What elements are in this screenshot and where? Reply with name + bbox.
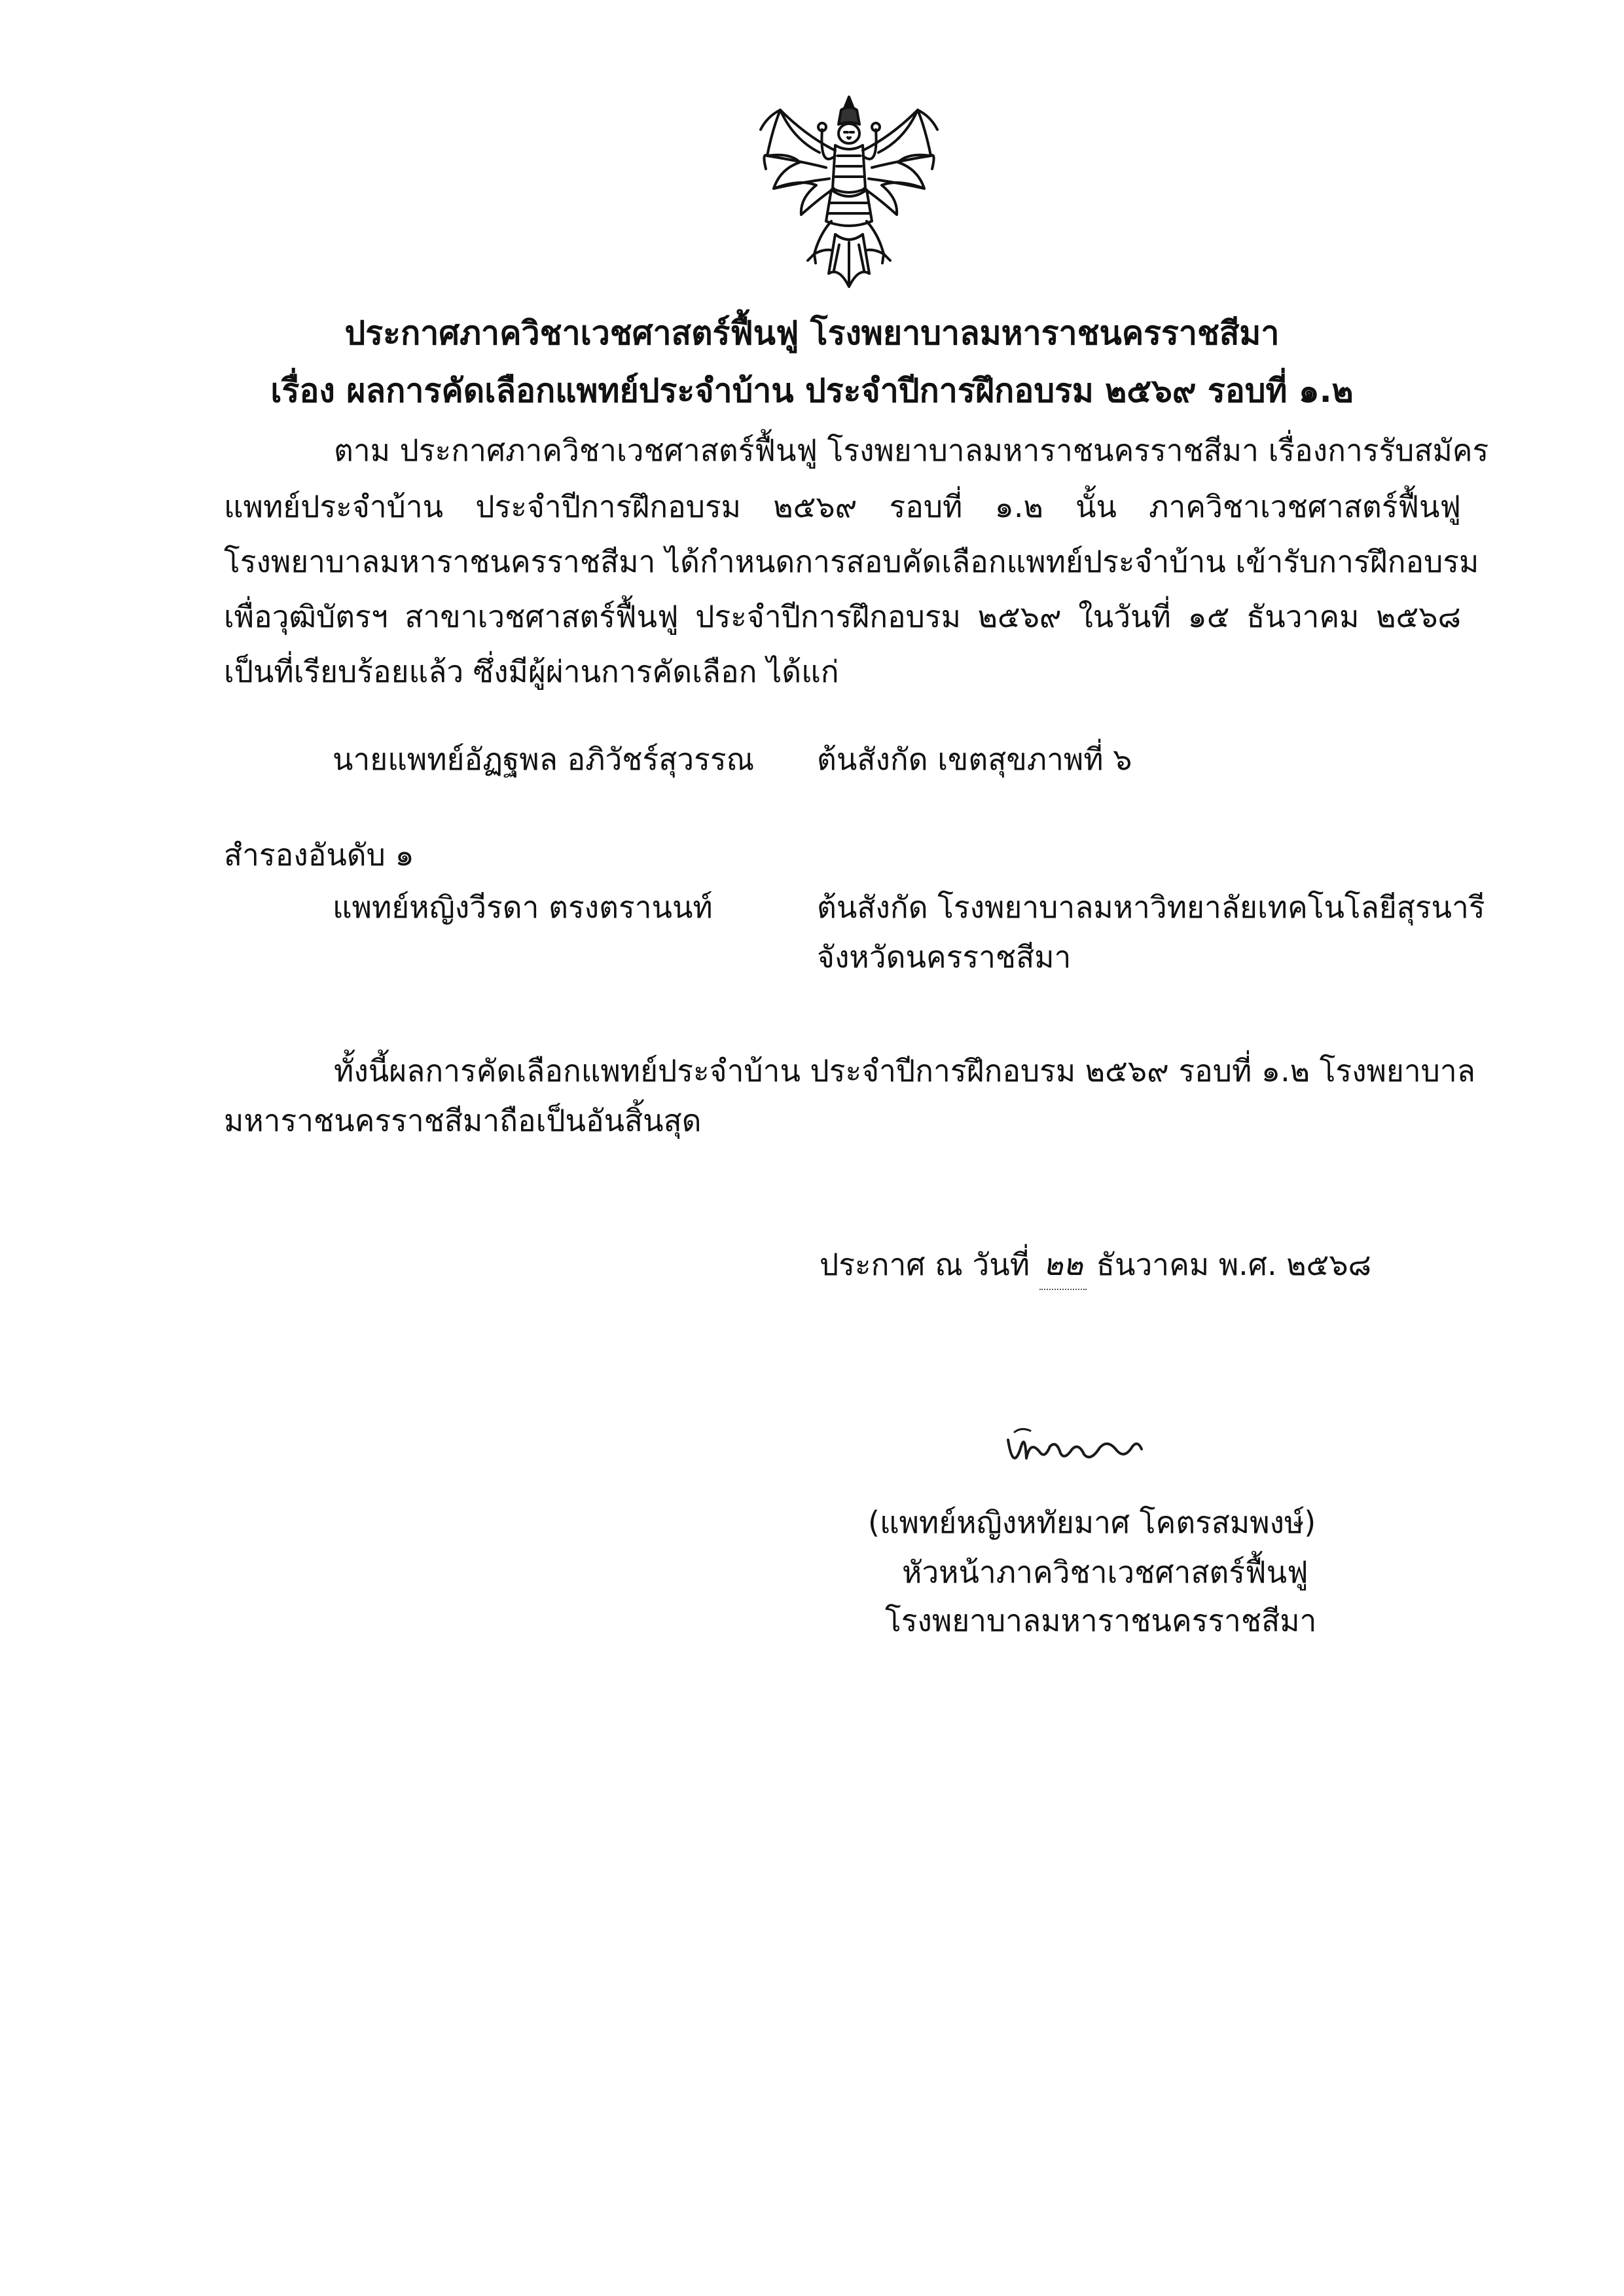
- announcement-prefix: ประกาศ ณ วันที่: [820, 1247, 1030, 1282]
- announcement-date: [820, 1241, 1371, 1290]
- reserve-name: แพทย์หญิงวีรดา ตรงตรานนท์: [333, 889, 713, 925]
- intro-line-4: เพื่อวุฒิบัตรฯ สาขาเวชศาสตร์ฟื้นฟู ประจำปีการฝึกอบรม ๒๕๖๙ ในวันที่ ๑๕ ธันวาคม ๒๕๖๘: [224, 599, 1461, 634]
- handwritten-signature: [1001, 1420, 1152, 1479]
- signatory-organization: โรงพยาบาลมหาราชนครราชสีมา: [885, 1603, 1317, 1638]
- heading-line-2: เรื่อง ผลการคัดเลือกแพทย์ประจำบ้าน ประจำปีการฝึกอบรม ๒๕๖๙ รอบที่ ๑.๒: [270, 372, 1354, 410]
- garuda-emblem: [754, 90, 944, 295]
- signatory-position: หัวหน้าภาควิชาเวชศาสตร์ฟื้นฟู: [902, 1554, 1308, 1590]
- announcement-day: ๒๒: [1039, 1241, 1087, 1290]
- selected-name: นายแพทย์อัฏฐพล อภิวัชร์สุวรรณ: [333, 742, 755, 777]
- announcement-suffix: ธันวาคม พ.ศ. ๒๕๖๘: [1096, 1247, 1372, 1282]
- heading-line-1: ประกาศภาควิชาเวชศาสตร์ฟื้นฟู โรงพยาบาลมหาราชนครราชสีมา: [344, 314, 1280, 352]
- reserve-label: สำรองอันดับ ๑: [224, 837, 414, 872]
- conclusion-line-1: ทั้งนี้ผลการคัดเลือกแพทย์ประจำบ้าน ประจำปีการฝึกอบรม ๒๕๖๙ รอบที่ ๑.๒ โรงพยาบาล: [334, 1053, 1475, 1088]
- reserve-affiliation-line-1: ต้นสังกัด โรงพยาบาลมหาวิทยาลัยเทคโนโลยีสุรนารี: [817, 889, 1485, 925]
- intro-line-5: เป็นที่เรียบร้อยแล้ว ซึ่งมีผู้ผ่านการคัดเลือก ได้แก่: [224, 654, 839, 689]
- intro-line-1: ตาม ประกาศภาควิชาเวชศาสตร์ฟื้นฟู โรงพยาบาลมหาราชนครราชสีมา เรื่องการรับสมัคร: [334, 433, 1489, 468]
- signatory-name: (แพทย์หญิงหทัยมาศ โคตรสมพงษ์): [868, 1505, 1316, 1540]
- intro-line-3: โรงพยาบาลมหาราชนครราชสีมา ได้กำหนดการสอบคัดเลือกแพทย์ประจำบ้าน เข้ารับการฝึกอบรม: [224, 544, 1479, 579]
- reserve-affiliation-line-2: จังหวัดนครราชสีมา: [817, 939, 1072, 975]
- conclusion-line-2: มหาราชนครราชสีมาถือเป็นอันสิ้นสุด: [224, 1103, 702, 1138]
- intro-line-2: แพทย์ประจำบ้าน ประจำปีการฝึกอบรม ๒๕๖๙ รอบที่ ๑.๒ นั้น ภาควิชาเวชศาสตร์ฟื้นฟู: [224, 489, 1461, 524]
- selected-affiliation: ต้นสังกัด เขตสุขภาพที่ ๖: [817, 742, 1132, 777]
